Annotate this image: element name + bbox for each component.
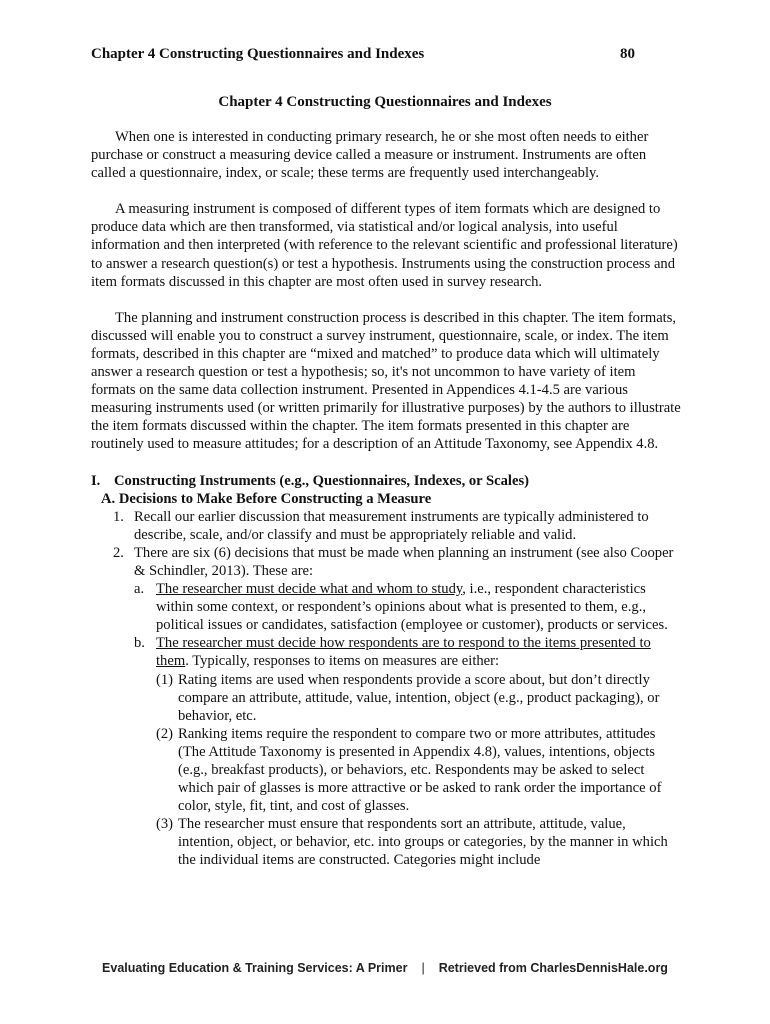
list-item (134, 634, 681, 869)
list-item-text: Rating items are used when respondents provide a score about, but don’t directly compare an attribute, attitude, value, intention, object (e.g., product packaging), or behavior, etc. (178, 671, 660, 724)
list-marker: (1) (156, 671, 174, 688)
list-item (67, 508, 681, 544)
footer-separator: | (421, 961, 425, 975)
list-marker: (3) (156, 816, 174, 833)
page-number: 80 (620, 46, 635, 62)
page-footer (0, 961, 770, 975)
list-item (156, 815, 681, 869)
list-item (156, 671, 681, 725)
subsection-heading: A. Decisions to Make Before Constructing a Measure (101, 490, 432, 507)
list-marker: (2) (156, 725, 174, 742)
list-item-text: , i.e., respondent characteristics within some context, or respondent’s opinions about what is presented to them, e.g., political issues or candidates, satisfaction (employee or customer), products or services. (156, 581, 668, 634)
running-header (91, 46, 635, 63)
section-title: Constructing Instruments (e.g., Questionnaires, Indexes, or Scales) (114, 472, 529, 489)
list-marker: b. (134, 635, 145, 652)
lettered-list (134, 580, 681, 870)
underlined-text: The researcher must decide what and whom to study (156, 581, 463, 598)
section-heading (91, 472, 681, 490)
paragraph-1: When one is interested in conducting primary research, he or she most often needs to either purchase or construct a measuring device called a measure or instrument. Instruments are often called a questionnaire, index, or scale; these terms are frequently used interchangeably. (91, 129, 649, 182)
section-number: I. (91, 472, 101, 489)
list-item-text: Ranking items require the respondent to compare two or more attributes, attitudes (The Attitude Taxonomy is presented in Appendix 4.8), values, intentions, objects (e.g., breakfast products), or behaviors, etc. Respondents may be asked to select which pair of glasses is more attractive or be asked to rank order the importance of color, style, fit, tint, and cost of glasses. (178, 725, 662, 815)
paragraph-2: A measuring instrument is composed of different types of item formats which are designed to produce data which are then transformed, via statistical and/or logical analysis, into useful information and then interpreted (with reference to the relevant scientific and professional literature) to answer a research question(s) or test a hypothesis. Instruments using the construction process and item formats discussed in this chapter are most often used in survey research. (91, 201, 678, 290)
paragraph-3: The planning and instrument construction process is described in this chapter. The item formats, discussed will enable you to construct a survey instrument, questionnaire, scale, or index. The item formats, described in this chapter are “mixed and matched” to produce data which will ultimately answer a research question or test a hypothesis; so, it's not uncommon to have variety of item formats on the same data collection instrument. Presented in Appendices 4.1-4.5 are various measuring instruments used (or written primarily for illustrative purposes) by the authors to illustrate the item formats discussed within the chapter. The item formats presented in this chapter are routinely used to measure attitudes; for a description of an Attitude Taxonomy, see Appendix 4.8. (91, 309, 681, 453)
list-item-text: Recall our earlier discussion that measurement instruments are typically administered to describe, scale, and/or classify and must be appropriately reliable and valid. (134, 508, 649, 543)
footer-source: Retrieved from CharlesDennisHale.org (438, 961, 668, 975)
list-marker: 2. (113, 544, 124, 561)
list-item (67, 544, 681, 870)
list-item-text: The researcher must ensure that respondents sort an attribute, attitude, value, intention, object, or behavior, etc. into groups or categories, by the manner in which the individual items are constructed. Categories might include (178, 816, 668, 869)
numbered-list (67, 508, 681, 870)
document-body (91, 128, 681, 870)
list-marker: 1. (113, 508, 124, 525)
list-item (156, 725, 681, 815)
chapter-title: Chapter 4 Constructing Questionnaires and Indexes (218, 94, 552, 110)
running-title: Chapter 4 Constructing Questionnaires and Indexes (91, 46, 425, 62)
list-item-text: There are six (6) decisions that must be made when planning an instrument (see also Cooper & Schindler, 2013). These are: (134, 544, 674, 579)
list-marker: a. (134, 581, 145, 598)
parenthetical-list (156, 671, 681, 870)
underlined-text: The researcher must decide how respondents are to respond to the items presented to them (156, 635, 651, 670)
footer-book-title: Evaluating Education & Training Services: A Primer (102, 961, 408, 975)
list-item (134, 580, 681, 634)
list-item-text: . Typically, responses to items on measures are either: (185, 653, 500, 670)
